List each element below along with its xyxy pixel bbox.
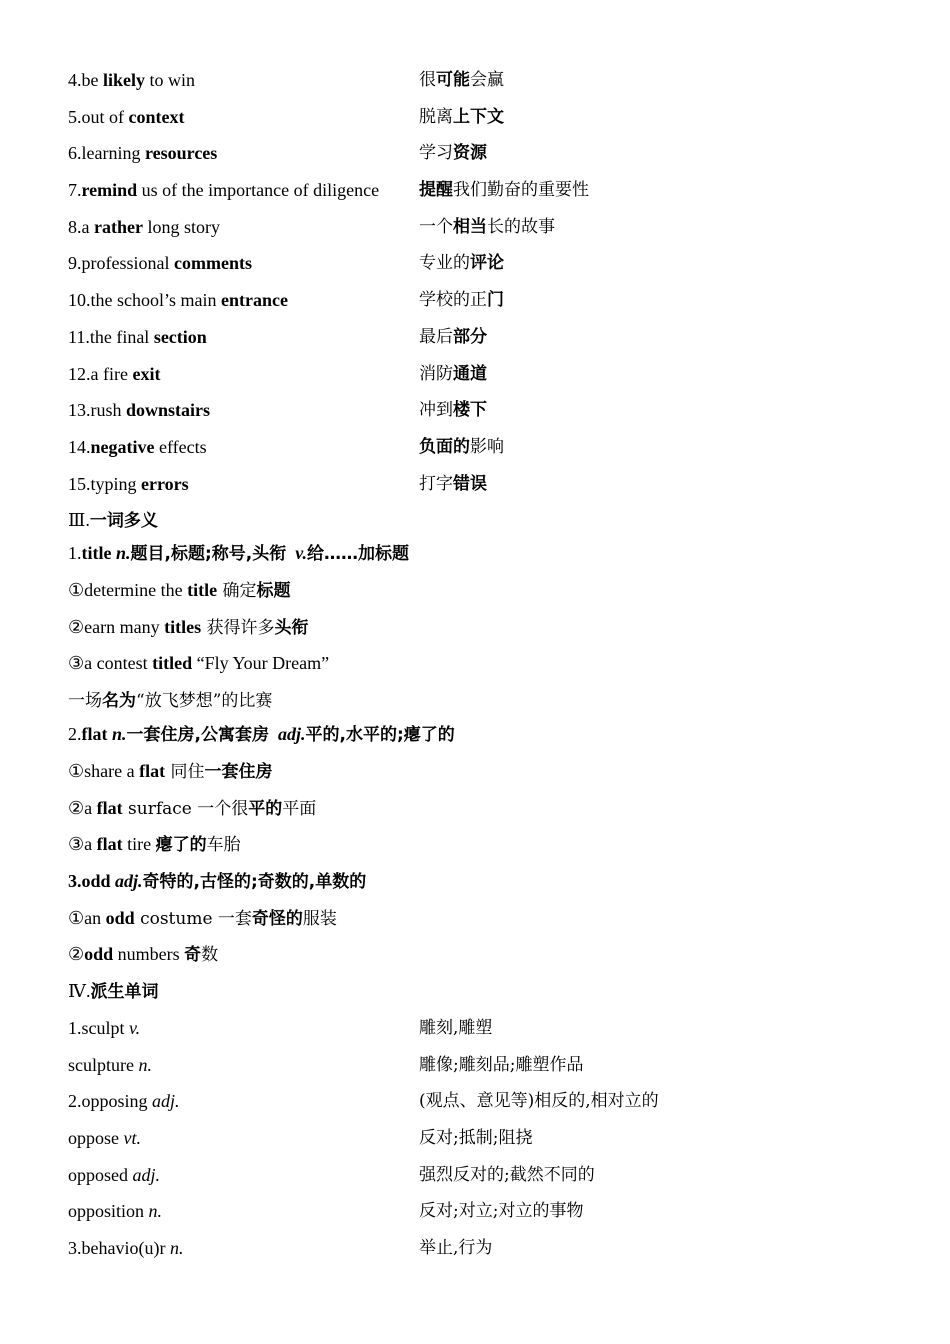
phrase-zh: 提醒我们勤奋的重要性	[419, 180, 589, 201]
phrase-zh: 最后部分	[419, 326, 487, 347]
phrase-row-4	[68, 62, 928, 99]
section-number: Ⅳ.	[68, 981, 91, 1002]
phrase-row-15	[68, 466, 928, 503]
phrase-row-5	[68, 99, 928, 136]
word-title-entry: 1.title n.题目,标题;称号,头衔 v.给……加标题	[68, 543, 410, 565]
phrase-en: 9.professional comments	[68, 253, 252, 274]
example-row: ①share a flat 同住一套住房	[68, 761, 273, 782]
example-row: ③a contest titled “Fly Your Dream”	[68, 653, 330, 674]
section-number: Ⅲ.	[68, 510, 90, 531]
phrase-row-6	[68, 135, 928, 172]
phrase-zh: 冲到楼下	[419, 400, 487, 421]
phrase-row-13	[68, 392, 928, 429]
phrase-zh: 消防通道	[419, 363, 487, 384]
phrase-en: 12.a fire exit	[68, 363, 161, 384]
phrase-zh: 一个相当长的故事	[419, 216, 555, 237]
phrase-en: 4.be likely to win	[68, 70, 196, 90]
word-flat-entry: 2.flat n.一套住房,公寓套房 adj.平的,水平的;瘪了的	[68, 724, 455, 746]
derivative-row: opposed adj. 强烈反对的;截然不同的	[68, 1164, 595, 1185]
derivative-row: 3.behavio(u)r n. 举止,行为	[68, 1237, 493, 1258]
phrase-zh: 学习资源	[419, 143, 487, 164]
word-odd-entry: 3.odd adj.奇特的,古怪的;奇数的,单数的	[68, 871, 367, 893]
phrase-en: 13.rush downstairs	[68, 400, 211, 421]
example-row: ①determine the title 确定标题	[68, 579, 291, 601]
derivative-row: opposition n. 反对;对立;对立的事物	[68, 1201, 584, 1222]
phrase-zh: 专业的评论	[419, 253, 504, 274]
phrase-en: 6.learning resources	[68, 143, 218, 164]
phrase-row-7	[68, 172, 928, 209]
phrase-zh: 负面的影响	[419, 436, 504, 457]
example-row: ②earn many titles 获得许多头衔	[68, 616, 309, 638]
phrase-zh: 脱离上下文	[419, 106, 504, 127]
phrase-en: 5.out of context	[68, 106, 185, 127]
phrase-en: 10.the school’s main entrance	[68, 290, 288, 311]
phrase-row-11	[68, 319, 928, 356]
example-row: ②a flat surface 一个很平的平面	[68, 797, 317, 819]
example-row: ②odd numbers 奇数	[68, 944, 219, 966]
phrase-en: 8.a rather long story	[68, 216, 220, 237]
section-4-heading	[68, 973, 928, 1010]
derivative-row: oppose vt. 反对;抵制;阻挠	[68, 1127, 533, 1148]
phrase-zh: 很可能会赢	[419, 70, 504, 90]
document-page	[68, 62, 928, 1267]
phrase-row-12	[68, 356, 928, 393]
phrase-zh: 学校的正门	[419, 290, 504, 311]
derivative-row: sculpture n. 雕像;雕刻品;雕塑作品	[68, 1054, 584, 1075]
phrase-en: 11.the final section	[68, 326, 207, 347]
example-row: ①an odd costume 一套奇怪的服装	[68, 907, 337, 929]
phrase-row-10	[68, 282, 928, 319]
derivative-row: 2.opposing adj. (观点、意见等)相反的,相对立的	[68, 1091, 659, 1112]
phrase-en: 7.remind us of the importance of diligence	[68, 180, 380, 201]
phrase-row-14	[68, 429, 928, 466]
phrase-zh: 打字错误	[419, 473, 487, 494]
section-3-heading	[68, 502, 928, 535]
phrase-en: 14.negative effects	[68, 436, 207, 457]
example-translation: 一场名为“放飞梦想”的比赛	[68, 691, 273, 712]
phrase-en: 15.typing errors	[68, 473, 189, 494]
phrase-row-8	[68, 209, 928, 246]
example-row: ③a flat tire 瘪了的车胎	[68, 834, 241, 856]
section-title: 一词多义	[89, 511, 158, 532]
phrase-row-9	[68, 245, 928, 282]
section-title: 派生单词	[90, 982, 159, 1003]
derivative-row: 1.sculpt v. 雕刻,雕塑	[68, 1017, 493, 1038]
